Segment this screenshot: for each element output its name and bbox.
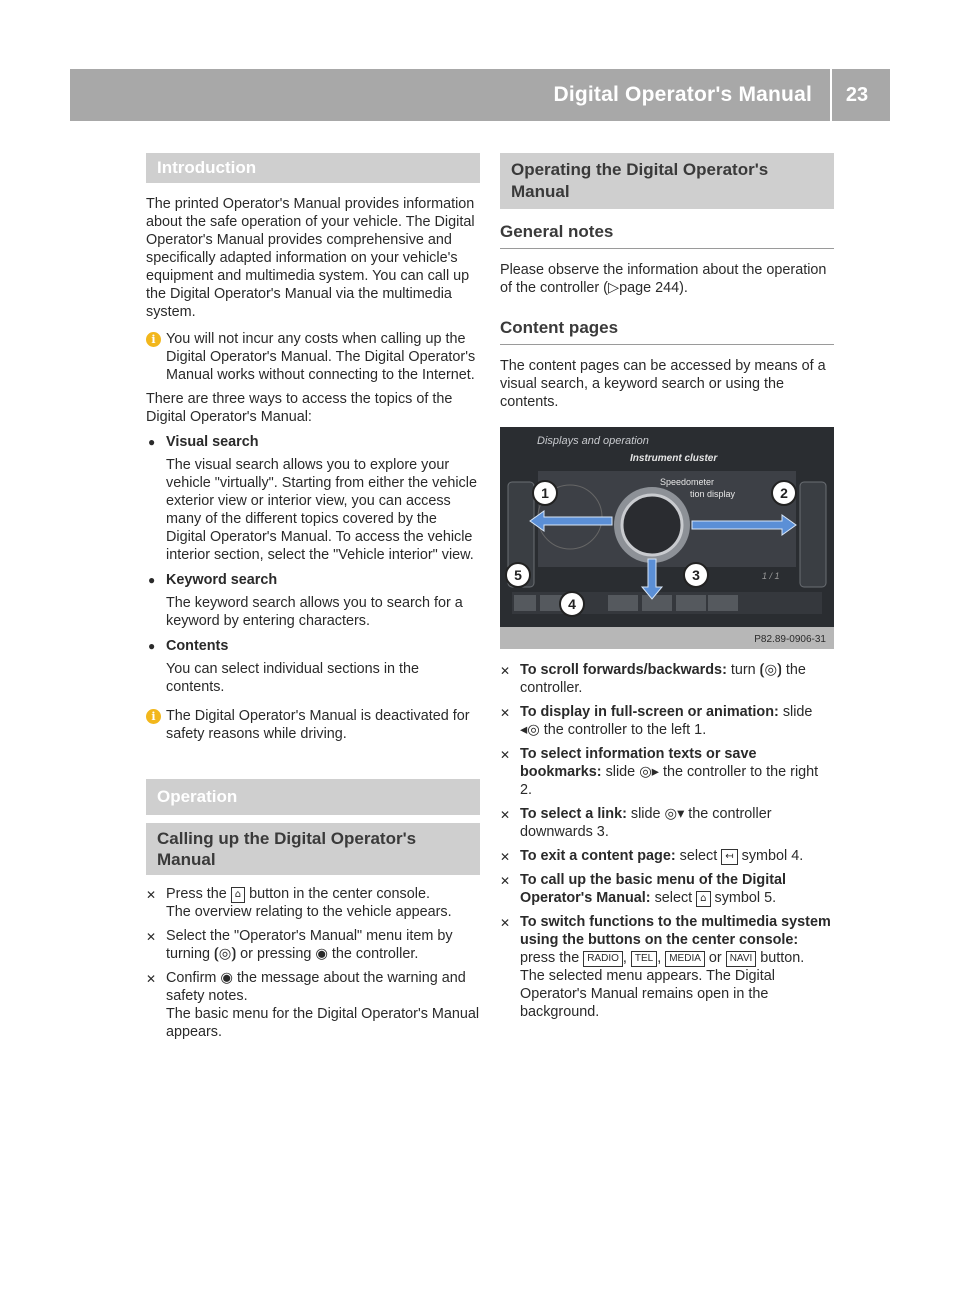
controller-press-icon: ◉ bbox=[220, 970, 233, 986]
step-item bbox=[146, 969, 480, 1041]
bullet-icon: ● bbox=[148, 639, 156, 653]
instruction-bold: To exit a content page: bbox=[520, 848, 676, 864]
step-text-pre: Select the "Operator's Manual" menu item by turning bbox=[166, 928, 453, 962]
calling-heading: Calling up the Digital Operator's Manual bbox=[146, 823, 480, 875]
instruction-or: or bbox=[708, 950, 722, 966]
ways-text: There are three ways to access the topics of the Digital Operator's Manual: bbox=[146, 391, 453, 425]
step-note: The overview relating to the vehicle appears. bbox=[166, 904, 452, 920]
intro-heading: Introduction bbox=[146, 153, 480, 183]
info-icon: i bbox=[146, 709, 161, 724]
bullet-icon: ● bbox=[148, 573, 156, 587]
instruction-text: slide bbox=[782, 704, 813, 720]
step-text-post: the controller. bbox=[331, 946, 419, 962]
instruction-after: symbol bbox=[741, 848, 788, 864]
right-column bbox=[500, 153, 834, 1021]
svg-text:4: 4 bbox=[568, 596, 576, 612]
instruction-item: ✕ To select a link: slide ◎▾ the controller downwards 3. bbox=[500, 806, 772, 840]
step-item bbox=[146, 927, 480, 963]
instruction-bold: To select a link: bbox=[520, 806, 627, 822]
page-ref-icon: ▷ bbox=[607, 280, 620, 296]
instruction-text: press the bbox=[520, 950, 580, 966]
list-item bbox=[146, 571, 480, 630]
instruction-text: slide bbox=[630, 806, 661, 822]
svg-text:1: 1 bbox=[541, 485, 549, 501]
page-header bbox=[70, 69, 890, 121]
step-item bbox=[146, 885, 480, 921]
page-number: 23 bbox=[845, 84, 869, 106]
step-text-post: the message about the warning and safety notes. bbox=[166, 970, 466, 1004]
step-note: The basic menu for the Digital Operator's Manual appears. bbox=[166, 1006, 480, 1040]
instruction-after: button. bbox=[760, 950, 805, 966]
instruction-callout: 1 bbox=[694, 722, 703, 738]
instruction-item: ✕ To exit a content page: select ↤ symbol 4. bbox=[500, 848, 804, 864]
instruction-item: ✕ To switch functions to the multimedia system using the buttons on the center console: press the RADIO , TEL , MEDIA or NAVI button. The selected menu appears. The Digital Operator's Manual remains open in the background. bbox=[500, 913, 834, 1021]
list-item bbox=[146, 637, 480, 696]
intro-text: The printed Operator's Manual provides information about the safe operation of your vehicle. The Digital Operator's Manual provides comprehensive and specifically adapted information on your vehicle's equipment and multimedia system. You can call up the Digital Operator's Manual via the multimedia system. bbox=[146, 196, 475, 320]
step-arrow-icon: ✕ bbox=[146, 972, 157, 986]
bullet-title: Visual search bbox=[166, 434, 259, 450]
step-arrow-icon: ✕ bbox=[500, 808, 511, 822]
instruction-callout: 3 bbox=[596, 824, 605, 840]
step-text-pre: Press the bbox=[166, 886, 227, 902]
step-arrow-icon: ✕ bbox=[500, 916, 511, 930]
instruction-callout: 4 bbox=[791, 848, 800, 864]
step-arrow-icon: ✕ bbox=[146, 930, 157, 944]
bullet-icon: ● bbox=[148, 435, 156, 449]
step-arrow-icon: ✕ bbox=[500, 874, 511, 888]
instruction-after: the controller to the right bbox=[662, 764, 819, 780]
figure-page: 1 / 1 bbox=[762, 571, 780, 581]
instruction-text: turn bbox=[730, 662, 756, 678]
controller-slide-down-icon: ◎▾ bbox=[664, 806, 685, 822]
tel-key: TEL bbox=[631, 951, 657, 967]
left-column bbox=[146, 153, 480, 1041]
step-arrow-icon: ✕ bbox=[500, 664, 511, 678]
general-text-main: Please observe the information about the operation of the controller ( bbox=[500, 262, 827, 296]
car-icon: ⌂ bbox=[231, 887, 245, 903]
radio-key: RADIO bbox=[583, 951, 623, 967]
info-note bbox=[146, 707, 480, 743]
back-icon: ↤ bbox=[721, 849, 737, 865]
controller-turn-icon: ⟮◎⟯ bbox=[759, 662, 782, 678]
step-arrow-icon: ✕ bbox=[500, 748, 511, 762]
step-arrow-icon: ✕ bbox=[500, 850, 511, 864]
operation-heading: Operation bbox=[146, 779, 480, 815]
instruction-after: symbol bbox=[714, 890, 761, 906]
instruction-bold: To switch functions to the multimedia system using the buttons on the center console: bbox=[520, 914, 831, 948]
content-heading: Content pages bbox=[500, 319, 834, 345]
instruction-bold: To display in full-screen or animation: bbox=[520, 704, 779, 720]
instruction-item: ✕ To call up the basic menu of the Digital Operator's Manual: select ⌂ symbol 5. bbox=[500, 872, 786, 906]
instruction-callout: 2 bbox=[520, 782, 529, 798]
info-text: The Digital Operator's Manual is deactivated for safety reasons while driving. bbox=[166, 708, 470, 742]
content-text: The content pages can be accessed by means of a visual search, a keyword search or using the contents. bbox=[500, 358, 826, 410]
instruction-text: select bbox=[679, 848, 718, 864]
instruction-after: the controller. bbox=[520, 662, 806, 696]
step-arrow-icon: ✕ bbox=[500, 706, 511, 720]
controller-slide-right-icon: ◎▸ bbox=[639, 764, 659, 780]
instruction-bold: To call up the basic menu of the Digital Operator's Manual: bbox=[520, 872, 786, 906]
instruction-callout: 5 bbox=[764, 890, 773, 906]
controller-figure bbox=[500, 427, 834, 649]
controller-press-icon: ◉ bbox=[315, 946, 328, 962]
svg-text:3: 3 bbox=[692, 567, 700, 583]
figure-subtitle: Instrument cluster bbox=[630, 453, 718, 464]
header-title: Digital Operator's Manual bbox=[553, 83, 812, 106]
media-key: MEDIA bbox=[665, 951, 705, 967]
info-icon: i bbox=[146, 332, 161, 347]
instruction-after: the controller to the left bbox=[543, 722, 691, 738]
operating-heading: Operating the Digital Operator's Manual bbox=[500, 153, 834, 209]
bullet-desc: The visual search allows you to explore your vehicle "virtually". Starting from either the vehicle exterior view or interior view, you can access many of the different topics covered by the Digital Operator's Manual. To access the vehicle interior section, select the "Vehicle interior" view. bbox=[166, 457, 477, 563]
info-text: You will not incur any costs when calling up the Digital Operator's Manual. The Digital Operator's Manual works without connecting to the Internet. bbox=[166, 331, 476, 383]
figure-item-display: tion display bbox=[690, 489, 736, 499]
info-note bbox=[146, 330, 480, 384]
navi-key: NAVI bbox=[726, 951, 757, 967]
svg-text:5: 5 bbox=[514, 567, 522, 583]
instruction-text: select bbox=[654, 890, 693, 906]
instruction-item: ✕ To display in full-screen or animation: slide ◂◎ the controller to the left 1. bbox=[500, 704, 813, 738]
bullet-title: Keyword search bbox=[166, 572, 278, 588]
svg-text:2: 2 bbox=[780, 485, 788, 501]
step-text-pre: Confirm bbox=[166, 970, 217, 986]
figure-title: Displays and operation bbox=[537, 435, 649, 447]
general-ref: page 244). bbox=[619, 280, 688, 296]
instruction-note: The selected menu appears. The Digital Operator's Manual remains open in the background. bbox=[520, 968, 775, 1020]
bullet-desc: The keyword search allows you to search for a keyword by entering characters. bbox=[166, 595, 463, 629]
home-icon: ⌂ bbox=[696, 891, 710, 907]
controller-slide-left-icon: ◂◎ bbox=[520, 722, 540, 738]
instruction-item bbox=[500, 661, 834, 697]
instruction-item: ✕ To select information texts or save bookmarks: slide ◎▸ the controller to the right 2. bbox=[500, 746, 819, 798]
figure-code: P82.89-0906-31 bbox=[754, 634, 826, 645]
general-heading: General notes bbox=[500, 223, 834, 249]
instruction-text: slide bbox=[605, 764, 636, 780]
bullet-desc: You can select individual sections in the contents. bbox=[166, 661, 420, 695]
step-text-post: button in the center console. bbox=[249, 886, 430, 902]
bullet-title: Contents bbox=[166, 638, 229, 654]
list-item bbox=[146, 433, 480, 564]
instruction-after: the controller downwards bbox=[520, 806, 772, 840]
instruction-bold: To scroll forwards/backwards: bbox=[520, 662, 727, 678]
step-arrow-icon: ✕ bbox=[146, 888, 157, 902]
step-text-mid: or pressing bbox=[240, 946, 312, 962]
instruction-bold: To select information texts or save bookmarks: bbox=[520, 746, 757, 780]
general-text bbox=[500, 261, 834, 297]
controller-turn-icon: ⟮◎⟯ bbox=[214, 946, 237, 962]
figure-item-speedometer: Speedometer bbox=[660, 477, 715, 487]
